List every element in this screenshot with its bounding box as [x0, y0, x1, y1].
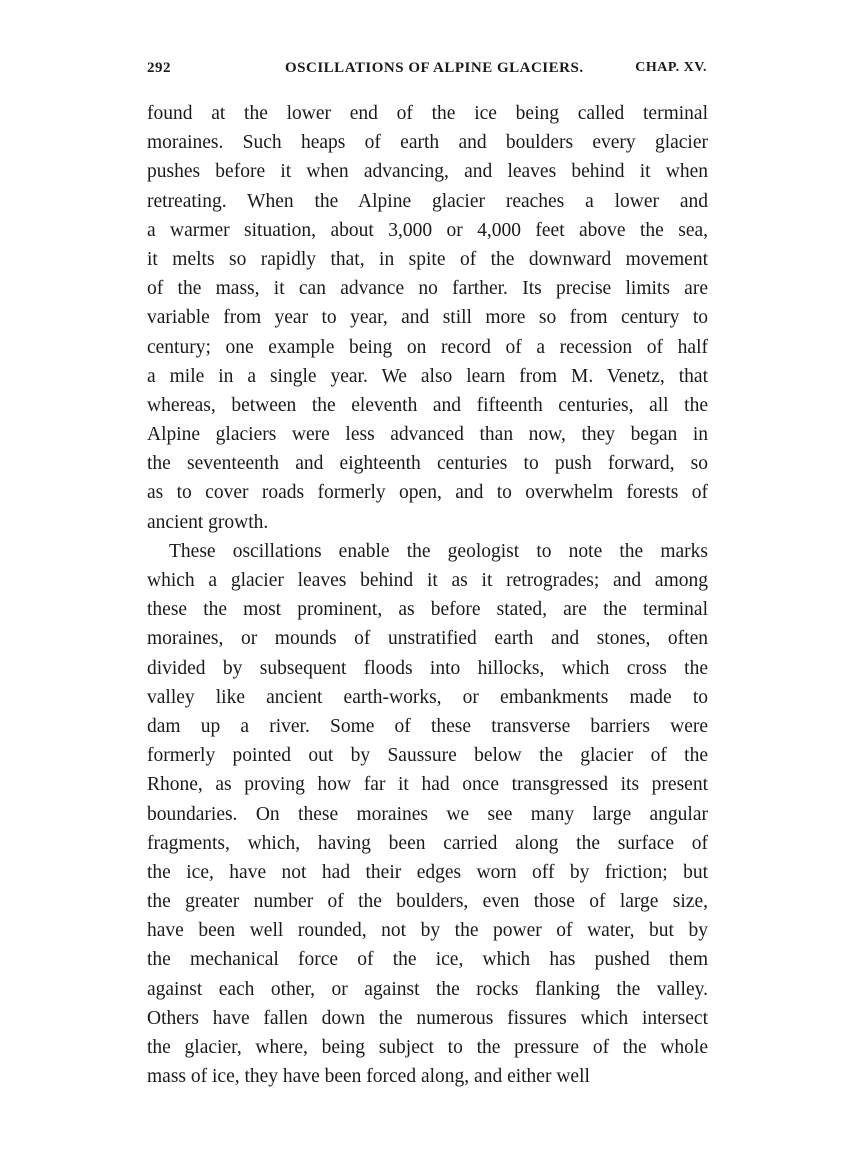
- paragraph: [147, 99, 708, 537]
- text-line: fragments, which, having been carried along the surface of: [147, 832, 708, 854]
- text-line: Others have fallen down the numerous fissures which intersect: [147, 1007, 708, 1029]
- text-line: whereas, between the eleventh and fifteenth centuries, all the: [147, 394, 708, 416]
- text-line: century; one example being on record of a recession of half: [147, 336, 708, 358]
- text-line: found at the lower end of the ice being called terminal: [147, 103, 708, 124]
- text-line: These oscillations enable the geologist to note the marks: [169, 540, 708, 562]
- text-line: a mile in a single year. We also learn from M. Venetz, that: [147, 365, 708, 387]
- text-line: have been well rounded, not by the power of water, but by: [147, 920, 708, 942]
- text-line: a warmer situation, about 3,000 or 4,000 feet above the sea,: [147, 219, 708, 241]
- text-line: dam up a river. Some of these transverse barriers were: [147, 715, 708, 737]
- text-line: valley like ancient earth-works, or embankments made to: [147, 686, 708, 708]
- text-line: formerly pointed out by Saussure below the glacier of the: [147, 745, 708, 767]
- text-line: against each other, or against the rocks flanking the valley.: [147, 978, 708, 1000]
- text-line: ancient growth.: [147, 511, 269, 533]
- paragraph: [147, 537, 708, 1092]
- body-text: [147, 99, 708, 1091]
- text-line: which a glacier leaves behind it as it retrogrades; and among: [147, 570, 708, 591]
- text-line: variable from year to year, and still more so from century to: [147, 307, 708, 329]
- text-line: pushes before it when advancing, and leaves behind it when: [147, 161, 708, 183]
- text-line: boundaries. On these moraines we see many large angular: [147, 803, 708, 825]
- running-head: [147, 60, 707, 84]
- text-line: retreating. When the Alpine glacier reaches a lower and: [147, 190, 708, 212]
- text-line: these the most prominent, as before stated, are the terminal: [147, 599, 708, 621]
- text-line: the mechanical force of the ice, which has pushed them: [147, 949, 708, 971]
- text-line: moraines, or mounds of unstratified earth and stones, often: [147, 628, 708, 650]
- text-line: it melts so rapidly that, in spite of the downward movement: [147, 248, 708, 270]
- text-line: the glacier, where, being subject to the pressure of the whole: [147, 1037, 708, 1058]
- text-line: of the mass, it can advance no farther. Its precise limits are: [147, 278, 708, 300]
- text-line: mass of ice, they have been forced along, and either well: [147, 1066, 590, 1088]
- chapter-reference: CHAP. XV.: [635, 60, 707, 75]
- text-line: as to cover roads formerly open, and to overwhelm forests of: [147, 482, 708, 504]
- text-line: Rhone, as proving how far it had once transgressed its present: [147, 774, 708, 796]
- running-title: OSCILLATIONS OF ALPINE GLACIERS.: [285, 60, 584, 76]
- text-line: the greater number of the boulders, even those of large size,: [147, 891, 708, 913]
- text-line: divided by subsequent floods into hillocks, which cross the: [147, 657, 708, 679]
- text-line: Alpine glaciers were less advanced than now, they began in: [147, 424, 708, 446]
- text-line: the seventeenth and eighteenth centuries to push forward, so: [147, 453, 708, 475]
- text-line: moraines. Such heaps of earth and boulders every glacier: [147, 132, 708, 154]
- page-number: 292: [147, 60, 171, 76]
- text-line: the ice, have not had their edges worn off by friction; but: [147, 861, 708, 883]
